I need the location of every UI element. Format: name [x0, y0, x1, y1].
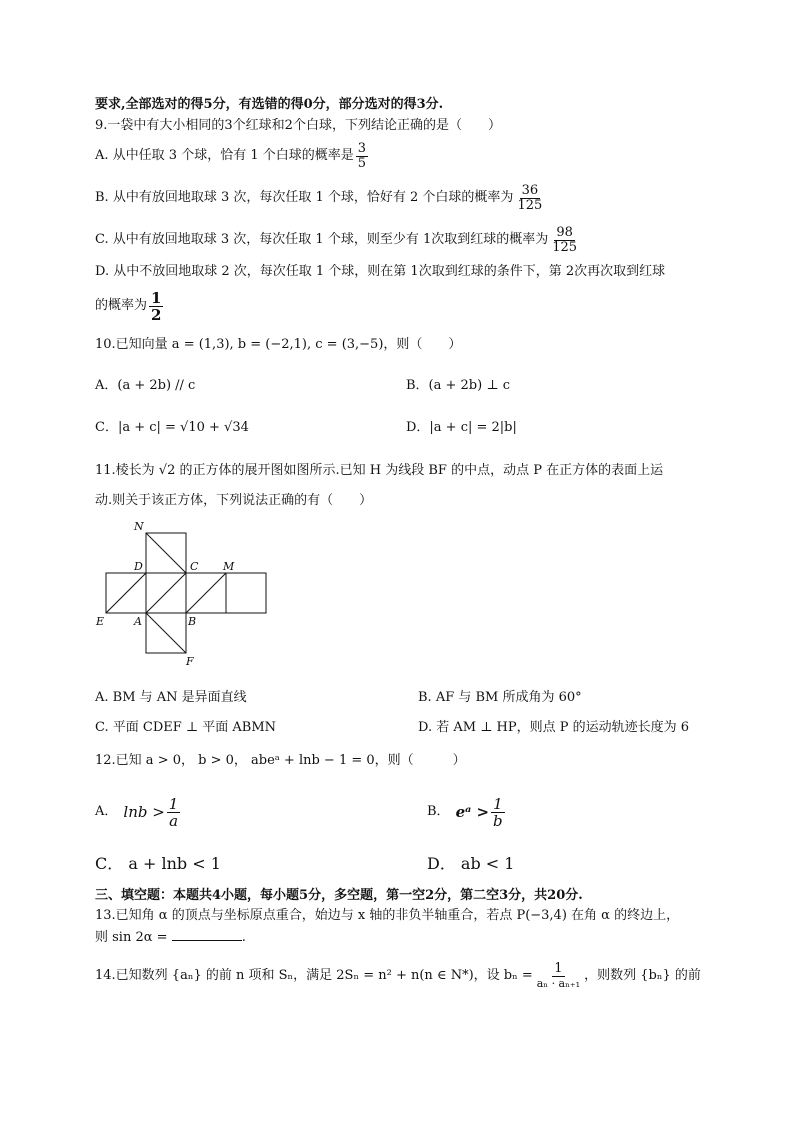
q12-option-a-fraction: $\frac{1}{a}$ [168, 794, 179, 830]
q12-option-b[interactable] [427, 792, 507, 832]
q12-stem: 12.已知 a > 0， b > 0， abeᵃ + lnb − 1 = 0，则（ ） [95, 753, 466, 768]
q12-option-b-fraction: $\frac{1}{b}$ [493, 794, 503, 830]
q9-option-d[interactable]: D. 从中不放回地取球 2 次，每次任取 1 个球，则在第 1次取到红球的条件下，第 2次再次取到红球 [95, 264, 666, 279]
q14-line1-text: 14.已知数列 {aₙ} 的前 n 项和 Sₙ，满足 2Sₙ = n² + n(n ∈ N*)，设 bₙ = [95, 968, 533, 983]
q12-option-b-lhs: eᵃ > [455, 803, 490, 821]
diag-right1 [186, 573, 226, 613]
q14-line1 [95, 956, 701, 996]
q11-option-b[interactable]: B. AF 与 BM 所成角为 60° [418, 690, 582, 705]
vertex-label-a: A [134, 615, 142, 628]
q9-option-b-text: B. 从中有放回地取球 3 次，每次任取 1 个球，恰好有 2 个白球的概率为 [95, 190, 514, 205]
section3-title: 三、填空题：本题共4小题，每小题5分，多空题，第一空2分，第二空3分，共20分. [95, 888, 583, 903]
q14-b-fraction: $\frac{1}{\text{aₙ · aₙ₊₁}}$ [536, 960, 581, 990]
vertex-label-b: B [188, 615, 197, 628]
diag-bottom [146, 613, 186, 653]
q12-option-a-lhs: lnb > [123, 803, 165, 821]
q9-option-b[interactable] [95, 180, 546, 216]
q9-option-c[interactable] [95, 222, 581, 258]
vertex-label-m: M [223, 560, 235, 573]
q9-option-d-cont [95, 288, 165, 324]
q11-stem-line1: 11.棱长为 √2 的正方体的展开图如图所示.已知 H 为线段 BF 的中点，动点 P 在正方体的表面上运 [95, 463, 664, 478]
q10-option-b[interactable]: B．(a + 2b) ⊥ c [406, 378, 510, 393]
q12-option-b-label: B． [427, 804, 450, 819]
diag-top [146, 533, 186, 573]
q9-option-a-text: A. 从中任取 3 个球，恰有 1 个白球的概率是 [95, 148, 354, 163]
q13-line2: 则 sin 2α = . [95, 930, 246, 945]
q13-answer-blank[interactable] [172, 928, 242, 941]
vertex-label-d: D [134, 560, 143, 573]
diag-left [106, 573, 146, 613]
requirement-text: 要求,全部选对的得5分，有选错的得0分，部分选对的得3分. [95, 97, 444, 112]
q11-stem-line2: 动.则关于该正方体，下列说法正确的有（ ） [95, 493, 373, 508]
q10-stem: 10.已知向量 a = (1,3), b = (−2,1), c = (3,−5)，则（ ） [95, 337, 462, 352]
q9-stem: 9.一袋中有大小相同的3个红球和2个白球，下列结论正确的是（ ） [95, 118, 501, 133]
q10-option-d[interactable]: D．|a + c| = 2|b| [406, 420, 517, 435]
q12-option-a[interactable] [95, 792, 182, 832]
q14-line1-end: ，则数列 {bₙ} 的前 [584, 968, 701, 983]
q12-option-c[interactable]: C． a + lnb < 1 [95, 854, 221, 873]
diag-center [146, 573, 186, 613]
net-face-right2 [226, 573, 266, 613]
q12-option-d[interactable]: D． ab < 1 [427, 854, 515, 873]
q9-option-d-text2: 的概率为 [95, 298, 148, 313]
q11-option-a[interactable]: A. BM 与 AN 是异面直线 [95, 690, 247, 705]
q11-option-d[interactable]: D. 若 AM ⊥ HP，则点 P 的运动轨迹长度为 6 [418, 720, 690, 735]
q9-option-d-fraction: $\frac{1}{2}$ [151, 288, 162, 324]
q13-line2-text: 则 sin 2α = [95, 930, 168, 945]
q9-option-a[interactable] [95, 138, 370, 174]
vertex-label-c: C [190, 560, 199, 573]
q12-option-a-label: A． [95, 804, 118, 819]
cube-net-diagram [90, 515, 280, 670]
q9-option-c-fraction: $\frac{98}{125}$ [552, 224, 578, 255]
q9-option-a-fraction: $\frac{3}{5}$ [357, 140, 367, 171]
q10-option-a[interactable]: A．(a + 2b) // c [95, 378, 196, 393]
q11-option-c[interactable]: C. 平面 CDEF ⊥ 平面 ABMN [95, 720, 277, 735]
q13-line1: 13.已知角 α 的顶点与坐标原点重合，始边与 x 轴的非负半轴重合，若点 P(−3,4) 在角 α 的终边上， [95, 908, 680, 923]
vertex-label-e: E [96, 615, 105, 628]
vertex-label-f: F [186, 655, 194, 668]
q9-option-b-fraction: $\frac{36}{125}$ [517, 182, 543, 213]
q9-option-c-text: C. 从中有放回地取球 3 次，每次任取 1 个球，则至少有 1次取到红球的概率为 [95, 232, 549, 247]
vertex-label-n: N [134, 520, 144, 533]
q10-option-c[interactable]: C．|a + c| = √10 + √34 [95, 420, 249, 435]
